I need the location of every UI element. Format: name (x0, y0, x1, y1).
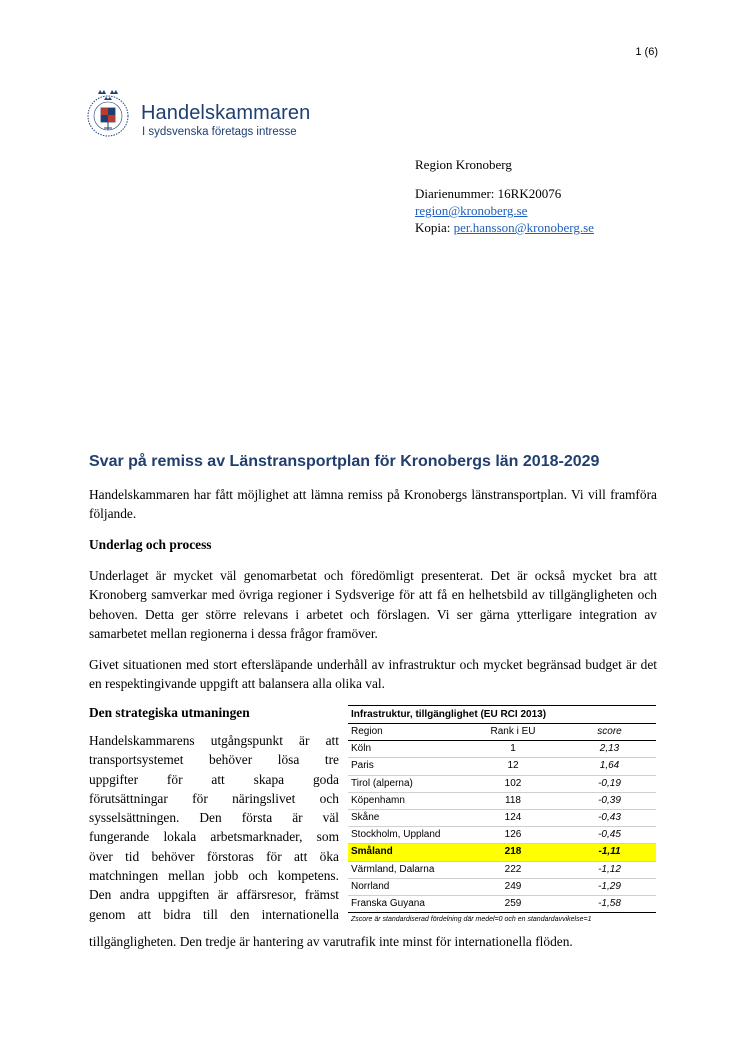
cell-score: -0,45 (598, 829, 621, 841)
recipient-email-link[interactable]: region@kronoberg.se (415, 203, 528, 218)
cell-rank: 259 (504, 897, 522, 909)
underlag-paragraph: Underlaget är mycket väl genomarbetat och föredömligt presenterat. Det är också mycket bra att Kronoberg samverkar med övriga regioner i Sydsverige för att få en helhetsbild av tillgängligheten och behoven. Detta ger större relevans i arbetet och förslagen. Vi ser gärna ytterligare integration av samarbetet mellan regionerna i dessa frågor framöver. (89, 568, 657, 641)
page-number: 1 (6) (635, 46, 658, 58)
table-row (348, 758, 656, 775)
column-header-region: Region (351, 726, 383, 737)
cell-region: Norrland (351, 880, 390, 892)
seal-icon (86, 88, 136, 142)
intro-paragraph: Handelskammaren har fått möjlighet att lämna remiss på Kronobergs länstransportplan. Vi vill framföra följande. (89, 487, 657, 522)
strategy-line: genom att bidra till den internationella (89, 906, 339, 922)
section-heading-strategi: Den strategiska utmaningen (89, 705, 250, 720)
strategy-line: fungerande lokala arbetsmarknader, som (89, 829, 339, 845)
copy-email-link[interactable]: per.hansson@kronoberg.se (453, 220, 594, 235)
cell-score: -0,39 (598, 794, 621, 806)
logo-name: Handelskammaren (141, 102, 311, 124)
cell-rank: 118 (505, 794, 521, 806)
cell-rank: 1 (510, 743, 516, 755)
accessibility-table (348, 705, 656, 923)
cell-region: Värmland, Dalarna (351, 863, 435, 875)
cell-score: -1,58 (598, 897, 621, 909)
cell-score: 1,64 (599, 760, 620, 772)
handelskammaren-logo (86, 88, 336, 144)
cell-score: -1,29 (598, 880, 621, 892)
document-title: Svar på remiss av Länstransportplan för Kronobergs län 2018-2029 (89, 453, 600, 470)
cell-rank: 12 (507, 760, 519, 772)
table-footnote: Zscore är standardiserad fördelning där medel=0 och en standardavvikelse=1 (351, 916, 592, 924)
strategy-line: uppgifter för att skapa goda (89, 771, 339, 787)
strategy-paragraph-tail: tillgängligheten. Den tredje är hantering av varutrafik inte minst för internationella flöden. (89, 934, 573, 949)
strategy-line: transportsystemet behöver lösa tre (89, 752, 339, 768)
strategy-line: förutsättningar för näringslivet och (89, 790, 339, 806)
table-row (348, 810, 656, 827)
cell-score: -1,11 (598, 846, 621, 858)
cell-score: -1,12 (598, 863, 621, 875)
cell-rank: 218 (504, 846, 522, 858)
logo-tagline: I sydsvenska företags intresse (142, 126, 297, 138)
table-header-row (348, 724, 656, 741)
strategy-line: matchningen mellan jobb och kompetens. (89, 868, 339, 884)
cell-score: -0,43 (598, 811, 621, 823)
strategy-line: Handelskammarens utgångspunkt är att (89, 733, 339, 748)
cell-region: Stockholm, Uppland (351, 829, 441, 841)
column-header-rank: Rank i EU (490, 726, 536, 737)
cell-region: Köln (351, 743, 372, 755)
cell-rank: 102 (504, 777, 522, 789)
cell-score: -0,19 (598, 777, 621, 789)
cell-region: Franska Guyana (351, 897, 425, 909)
table-row (348, 896, 656, 913)
cell-rank: 124 (504, 811, 522, 823)
strategy-line: över tid behöver förstoras för att öka (89, 848, 339, 864)
recipient-block (415, 156, 594, 236)
cell-region: Köpenhamn (351, 794, 405, 806)
table-row (348, 827, 656, 844)
cell-region: Paris (351, 760, 374, 772)
section-heading-underlag: Underlag och process (89, 537, 212, 552)
table-row (348, 879, 656, 896)
cell-region: Skåne (351, 811, 380, 823)
column-header-score: score (597, 726, 622, 737)
strategy-line: Den andra uppgiften är affärsresor, främst (89, 887, 339, 903)
strategy-line: sysselsättningen. Den första är väl (89, 810, 339, 826)
table-row (348, 741, 656, 758)
recipient-name: Region Kronoberg (415, 157, 512, 172)
diary-number: Diarienummer: 16RK20076 (415, 186, 562, 201)
table-row (348, 776, 656, 793)
copy-label: Kopia: (415, 220, 454, 235)
strategy-paragraph (89, 731, 339, 924)
table-row (348, 793, 656, 810)
cell-rank: 126 (504, 829, 522, 841)
table-row (348, 862, 656, 879)
table-title: Infrastruktur, tillgänglighet (EU RCI 2013) (348, 705, 656, 724)
budget-paragraph: Givet situationen med stort eftersläpande underhåll av infrastruktur och mycket begränsad budget är det en respektingivande uppgift att balansera alla olika val. (89, 657, 657, 692)
table-row-highlighted (348, 844, 656, 861)
cell-rank: 222 (504, 863, 522, 875)
cell-region: Småland (351, 846, 393, 858)
cell-score: 2,13 (599, 743, 620, 755)
cell-rank: 249 (504, 880, 522, 892)
cell-region: Tirol (alperna) (351, 777, 413, 789)
